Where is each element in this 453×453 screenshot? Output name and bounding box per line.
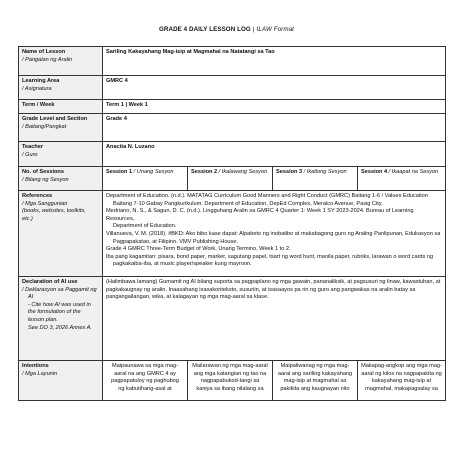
reference-line: Villanueva, V. M. (2018). #BKD: Ako bibo kase dapat: Alpabeto ng inobatibo at makabagong guro ng Araling Panlipunan, Edukasyon sa: [106, 230, 441, 237]
ai-note-1: - Cite how AI was used in: [28, 301, 91, 308]
intention-line: Maipaunawa sa mga mag-: [112, 363, 178, 369]
ai-note-3: lesson plan.: [28, 316, 58, 323]
session-1-cell: [103, 167, 188, 191]
intention-line: ng kabutihang-asal at: [118, 385, 172, 392]
reference-line: Grade 4 GMRC Three-Term Budget of Work, Unang Termino, Week 1 to 2.: [106, 246, 291, 253]
grade-sublabel: / Baitang/Pangkat: [22, 123, 67, 130]
reference-line: Baitang 7-10 Gabay Pangkurikulum. Department of Education, DepEd Complex, Meralco Avenue, Pasig City.: [113, 200, 383, 207]
row-term: [19, 100, 446, 114]
intentions-sublabel: / Mga Layunin: [22, 370, 58, 377]
intention-2-cell: [188, 361, 273, 401]
title-main: GRADE 4 DAILY LESSON LOG: [159, 26, 251, 33]
session-3-subtitle: / Ikatlong Sesyon: [302, 169, 347, 175]
sessions-label: No. of Sessions: [22, 169, 64, 175]
grade-value: Grade 4: [103, 114, 446, 142]
learning-area-label: Learning Area: [22, 78, 60, 84]
row-grade: [19, 114, 446, 142]
session-1-subtitle: / Unang Sesyon: [132, 169, 174, 175]
intention-line: kakayahang mag-isip at: [371, 378, 432, 385]
session-3-title: Session 3: [276, 169, 303, 175]
lesson-label: Name of Lesson: [22, 49, 66, 55]
ai-line: pangangailangan, wika, at kalagayan ng mga mag-aaral sa klase.: [106, 294, 269, 301]
intentions-label: Intentions: [22, 363, 49, 369]
intention-line: Maipaliwanag ng mga mag-: [280, 363, 350, 369]
row-learning-area: [19, 76, 446, 100]
references-value: [103, 191, 446, 277]
sessions-label-cell: [19, 167, 103, 191]
ai-note-2: the formulation of the: [28, 309, 81, 316]
ai-label-cell: [19, 277, 103, 361]
references-sublabel-3: etc.): [22, 215, 33, 222]
intention-line: aaral na ang GMRC 4 ay: [114, 370, 176, 377]
intention-1-cell: [103, 361, 188, 401]
session-2-title: Session 2: [191, 169, 218, 175]
references-sublabel-2: (books, websites, toolkits,: [22, 208, 86, 215]
session-4-subtitle: / Ikaapat na Sesyon: [387, 169, 439, 175]
ai-line: (Halimbawa lamang) Gumamit ng AI bilang suporta sa pagpaplano ng mga gawain, pananaliksik, at pagsusuri ng linaw, kawastuhan, at: [106, 279, 441, 285]
learning-area-label-cell: [19, 76, 103, 100]
lesson-sublabel: / Pangalan ng Aralin: [22, 56, 73, 63]
intention-line: pakikita ang kaugnayan nito: [280, 385, 350, 392]
session-4-title: Session 4: [361, 169, 388, 175]
row-ai-declaration: [19, 277, 446, 361]
ai-sublabel-2: AI: [28, 294, 34, 301]
references-label: References: [22, 193, 53, 199]
intention-line: magmahal, makapagsalay sa: [365, 385, 438, 392]
ai-line: pagkakaugnay ng aralin. Inaasahang isasakonteksto, susuriin, at isasaayos pa rin ng guro ang pangwakas na aralin batay sa: [106, 286, 416, 293]
intention-3-cell: [273, 361, 358, 401]
lesson-label-cell: [19, 47, 103, 76]
references-label-cell: [19, 191, 103, 277]
intention-line: ang mga katangian ng tao na: [193, 370, 267, 377]
intention-line: aaral ng kilos na nagpapakita ng: [361, 370, 442, 377]
row-sessions: [19, 167, 446, 191]
teacher-label-cell: [19, 142, 103, 167]
intention-4-cell: [358, 361, 446, 401]
lesson-value: Sariling Kakayahang Mag-isip at Magmahal na Natatangi sa Tao: [103, 47, 446, 76]
intention-line: mag-isip at magmahal sa: [283, 378, 347, 385]
row-intentions: [19, 361, 446, 401]
session-1-title: Session 1: [106, 169, 133, 175]
reference-line: pagkakaiba-iba, at music player/speaker kung mayroon.: [113, 261, 252, 268]
intentions-label-cell: [19, 361, 103, 401]
sessions-sublabel: / Bilang ng Sesyon: [22, 176, 69, 183]
intention-line: pagpapatuloy ng paghubog: [111, 378, 179, 385]
title-separator: |: [252, 26, 255, 33]
session-2-cell: [188, 167, 273, 191]
reference-line: Pagpapakatao, at Filipino. VMV Publishing House.: [113, 238, 239, 245]
ai-label: Declaration of AI use: [22, 279, 78, 285]
reference-line: Medriano, N. S., & Sagun, D. C. (n.d.). Lingguhang Aralin sa GMRC 4 Quarter 1: Week 1 SY 2023-2024. Bureau of Learning Resources,: [106, 208, 414, 222]
ai-sublabel-1: / Deklarasyon sa Paggamit ng: [22, 286, 97, 293]
intention-line: Mailarawan ng mga mag-aaral: [192, 363, 268, 369]
intention-line: nagpapabukod-tangi sa: [200, 378, 260, 385]
teacher-sublabel: / Guro: [22, 151, 38, 158]
intention-line: Makapag-angkop ang mga mag-: [361, 363, 442, 369]
teacher-value: Anacita N. Luzano: [103, 142, 446, 167]
ai-value: [103, 277, 446, 361]
grade-label-cell: [19, 114, 103, 142]
references-sublabel-1: / Mga Sanggunian: [22, 200, 68, 207]
title-format: ILAW Format: [256, 26, 294, 33]
reference-line: Iba pang kagamitan: pisara, bond paper, marker, sagutang papel, tsart ng word hunt, manila paper, rubriks, larawan o word cards ng: [106, 253, 434, 260]
session-3-cell: [273, 167, 358, 191]
row-lesson: [19, 47, 446, 76]
intention-line: aaral ang sariling kakayahang: [277, 370, 353, 377]
reference-line: Department of Education.: [113, 223, 177, 230]
grade-label: Grade Level and Section: [22, 116, 88, 122]
ai-note-4: See DO 3, 2026 Annex A.: [28, 324, 92, 331]
document-title: [0, 26, 453, 33]
session-4-cell: [358, 167, 446, 191]
row-teacher: [19, 142, 446, 167]
reference-line: Department of Education. (n.d.). MATATAG Curriculum Good Manners and Right Conduct (GMRC) Baitang 1-6 / Values Education: [106, 193, 428, 199]
term-value: Term 1 | Week 1: [103, 100, 446, 114]
row-references: [19, 191, 446, 277]
learning-area-sublabel: / Asignatura: [22, 85, 52, 92]
learning-area-value: GMRC 4: [103, 76, 446, 100]
lesson-log-table: [18, 46, 446, 401]
term-label: Term / Week: [22, 102, 55, 108]
teacher-label: Teacher: [22, 144, 44, 150]
term-label-cell: [19, 100, 103, 114]
intention-line: kaniya sa ibang nilalang sa: [196, 385, 264, 392]
session-2-subtitle: / Ikalawang Sesyon: [217, 169, 268, 175]
